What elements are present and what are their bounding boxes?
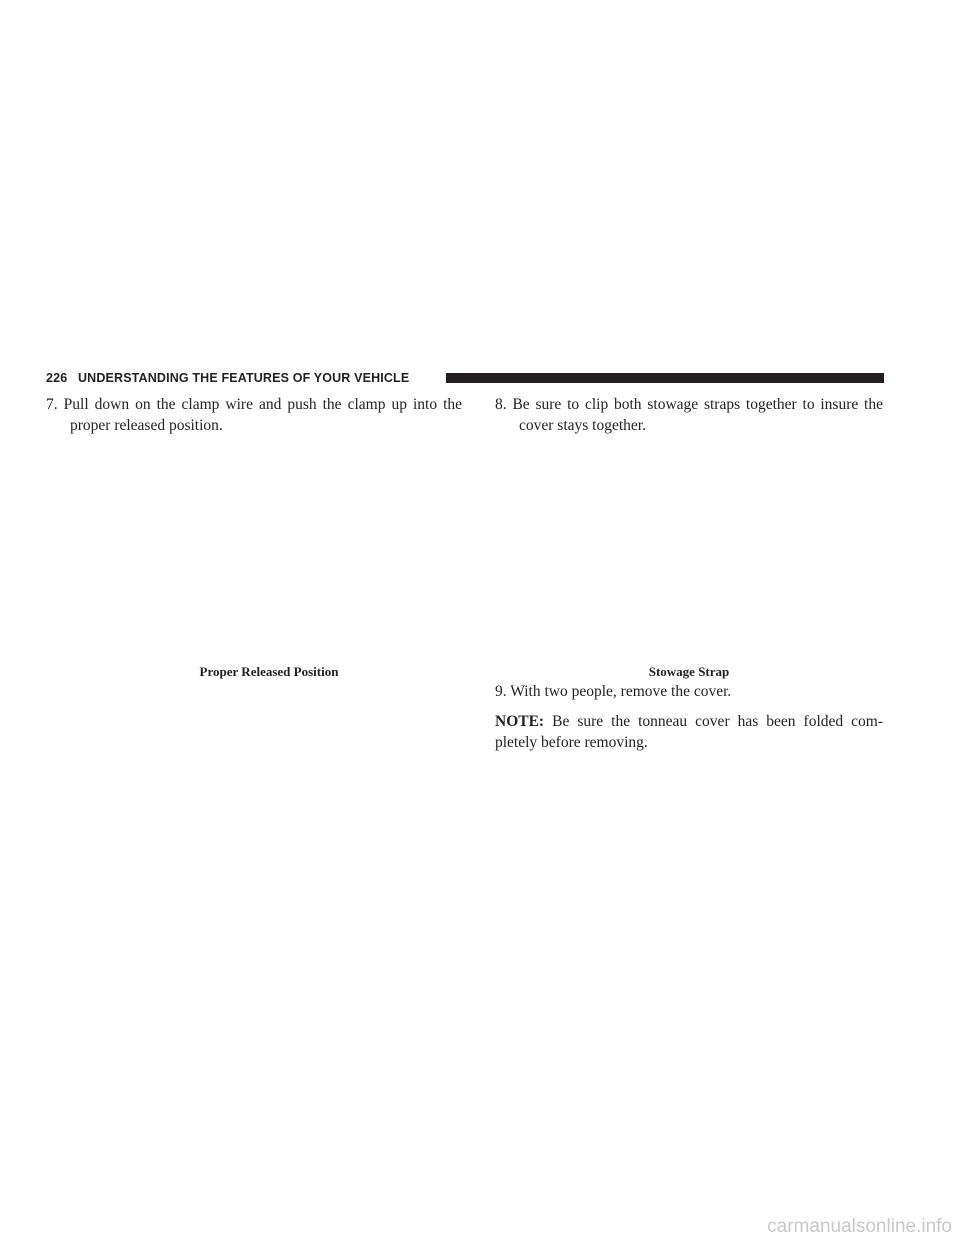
section-title: UNDERSTANDING THE FEATURES OF YOUR VEHICLE [78, 371, 410, 385]
page-number: 226 [46, 371, 68, 385]
step-8-number: 8. [495, 396, 507, 413]
figure-caption-left: Proper Released Position [199, 664, 339, 679]
step-7 [46, 394, 462, 436]
step-7-number: 7. [46, 396, 58, 413]
step-7-text: Pull down on the clamp wire and push the clamp up into the proper released position. [63, 396, 463, 434]
note-label: NOTE: [495, 713, 545, 730]
note-paragraph [495, 711, 883, 753]
step-9-text: With two people, remove the cover. [510, 683, 732, 700]
figure-proper-released-position [46, 445, 462, 660]
figure-stowage-strap [495, 445, 883, 660]
note-text: Be sure the tonneau cover has been folded com-pletely before removing. [495, 713, 883, 751]
step-9 [495, 681, 883, 702]
figure-caption-right: Stowage Strap [648, 664, 730, 679]
step-8 [495, 394, 883, 436]
step-8-text: Be sure to clip both stowage straps together to insure the cover stays together. [512, 396, 883, 434]
page-header [46, 368, 884, 388]
watermark: carmanualsonline.info [767, 1216, 952, 1237]
step-9-number: 9. [495, 683, 507, 700]
header-rule [446, 373, 884, 383]
